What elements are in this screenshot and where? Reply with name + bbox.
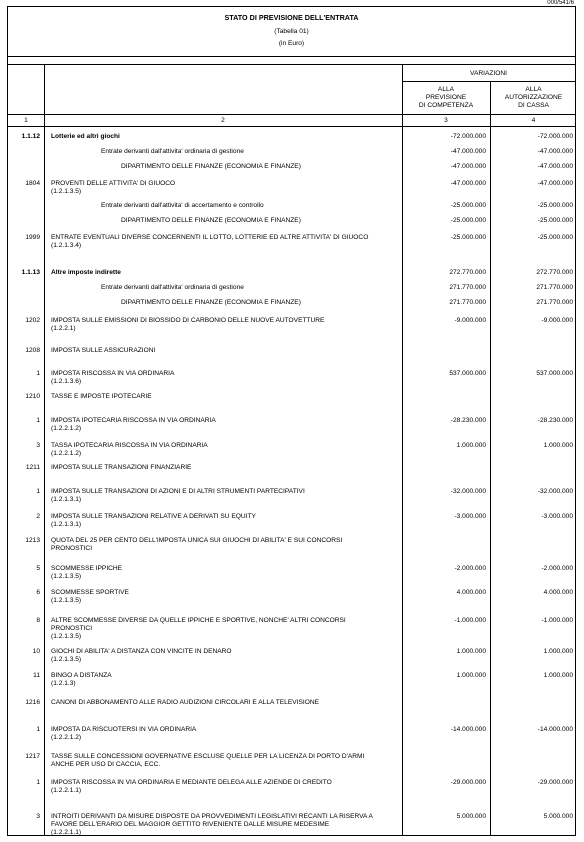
row-competenza-value: -25.000.000 <box>450 217 486 224</box>
row-code: 1208 <box>25 347 40 354</box>
row-code: 1804 <box>25 180 40 187</box>
table-row <box>8 417 575 431</box>
table-row <box>8 442 575 456</box>
table-row <box>8 299 575 313</box>
row-cassa-value: 5.000.000 <box>543 813 573 820</box>
row-cassa-value: 1.000.000 <box>543 672 573 679</box>
table-row <box>8 726 575 740</box>
row-classification: (1.2.1.3.1) <box>51 521 82 528</box>
row-description-text: TASSE SULLE CONCESSIONI GOVERNATIVE ESCLUSE QUELLE PER LA LICENZA DI PORTO D'ARMI ANCHE PER USO DI CACCIA, ECC. <box>51 753 365 768</box>
row-description-text: Altre imposte indirette <box>51 269 121 276</box>
row-cassa-value: -47.000.000 <box>537 163 573 170</box>
title-block <box>8 7 575 57</box>
table-row <box>8 779 575 793</box>
row-code: 1 <box>36 417 40 424</box>
row-description-text: SCOMMESSE IPPICHE <box>51 565 123 572</box>
row-competenza-value: 1.000.000 <box>456 648 486 655</box>
row-description-text: IMPOSTA RISCOSSA IN VIA ORDINARIA E MEDIANTE DELEGA ALLE AZIENDE DI CREDITO <box>51 779 332 786</box>
row-cassa-value: -32.000.000 <box>537 488 573 495</box>
column-header <box>8 65 575 115</box>
row-code: 1202 <box>25 317 40 324</box>
page-id: 000/541/6 <box>547 0 574 6</box>
row-cassa-value: 1.000.000 <box>543 648 573 655</box>
col1-line: DI COMPETENZA <box>418 102 474 109</box>
table-row <box>8 589 575 603</box>
row-description-text: IMPOSTA SULLE TRANSAZIONI RELATIVE A DERIVATI SU EQUITY <box>51 513 256 520</box>
row-cassa-value: -3.000.000 <box>541 513 573 520</box>
table-row <box>8 370 575 384</box>
variazioni-header: VARIAZIONI <box>402 65 575 82</box>
row-description-text: GIOCHI DI ABILITA' A DISTANZA CON VINCITE IN DENARO <box>51 648 232 655</box>
table-row <box>8 284 575 298</box>
row-description <box>51 234 381 250</box>
row-description <box>51 753 381 769</box>
row-code: 1.1.12 <box>21 133 40 140</box>
row-description-text: Lotterie ed altri giochi <box>51 133 120 140</box>
row-description <box>51 672 381 688</box>
row-description <box>51 565 381 581</box>
header-gap <box>8 57 575 65</box>
budget-table <box>7 6 576 836</box>
table-row <box>8 488 575 502</box>
row-description <box>51 217 381 225</box>
row-cassa-value: 271.770.000 <box>536 299 573 306</box>
row-description <box>51 464 381 472</box>
row-classification: (1.2.2.1.2) <box>51 425 82 432</box>
row-classification: (1.2.2.1.1) <box>51 829 82 836</box>
row-description <box>51 393 381 401</box>
row-code: 11 <box>33 672 40 679</box>
row-code: 1 <box>36 779 40 786</box>
row-code: 1999 <box>25 234 40 241</box>
table-row <box>8 163 575 177</box>
row-description <box>51 417 381 433</box>
col-number: 3 <box>444 117 448 124</box>
table-row <box>8 753 575 767</box>
col-number: 1 <box>24 117 28 124</box>
row-cassa-value: 1.000.000 <box>543 442 573 449</box>
row-cassa-value: -1.000.000 <box>541 617 573 624</box>
row-competenza-value: 4.000.000 <box>456 589 486 596</box>
row-description-text: QUOTA DEL 25 PER CENTO DELL'IMPOSTA UNICA SUI GIUOCHI DI ABILITA' E SUI CONCORSI PRONOSTICI <box>51 537 343 552</box>
row-competenza-value: 1.000.000 <box>456 442 486 449</box>
row-description <box>51 589 381 605</box>
row-classification: (1.2.2.1.2) <box>51 734 82 741</box>
row-cassa-value: -47.000.000 <box>537 148 573 155</box>
row-classification: (1.2.1.3.5) <box>51 188 82 195</box>
row-code: 1213 <box>25 537 40 544</box>
table-row <box>8 464 575 478</box>
row-description <box>51 133 381 141</box>
table-row <box>8 202 575 216</box>
row-description-text: IMPOSTA RISCOSSA IN VIA ORDINARIA <box>51 370 175 377</box>
table-row <box>8 317 575 331</box>
row-competenza-value: -14.000.000 <box>450 726 486 733</box>
row-cassa-value: 537.000.000 <box>536 370 573 377</box>
row-competenza-value: 272.770.000 <box>449 269 486 276</box>
row-competenza-value: -25.000.000 <box>450 234 486 241</box>
row-description <box>51 202 381 210</box>
row-description-text: DIPARTIMENTO DELLE FINANZE (ECONOMIA E FINANZE) <box>121 163 301 170</box>
table-row <box>8 269 575 283</box>
row-description-text: ENTRATE EVENTUALI DIVERSE CONCERNENTI IL LOTTO, LOTTERIE ED ALTRE ATTIVITA' DI GIUOCO <box>51 234 369 241</box>
row-description <box>51 180 381 196</box>
row-competenza-value: -47.000.000 <box>450 148 486 155</box>
row-code: 2 <box>36 513 40 520</box>
col2-line: DI CASSA <box>518 102 549 109</box>
row-cassa-value: 4.000.000 <box>543 589 573 596</box>
col2-line: ALLA <box>525 86 542 93</box>
row-description-text: IMPOSTA SULLE ASSICURAZIONI <box>51 347 156 354</box>
table-row <box>8 148 575 162</box>
row-description-text: IMPOSTA SULLE EMISSIONI DI BIOSSIDO DI CARBONIO DELLE NUOVE AUTOVETTURE <box>51 317 325 324</box>
table-row <box>8 699 575 713</box>
row-description-text: TASSE E IMPOSTE IPOTECARIE <box>51 393 152 400</box>
row-description-text: Entrate derivanti dall'attivita' di accertamento e controllo <box>101 202 264 209</box>
row-competenza-value: -2.000.000 <box>454 565 486 572</box>
row-description <box>51 317 381 333</box>
row-classification: (1.2.1.3.6) <box>51 378 82 385</box>
table-row <box>8 813 575 836</box>
row-description-text: IMPOSTA DA RISCUOTERSI IN VIA ORDINARIA <box>51 726 197 733</box>
row-description <box>51 370 381 386</box>
row-code: 1217 <box>25 753 40 760</box>
row-code: 3 <box>36 813 40 820</box>
column-numbers <box>8 115 575 127</box>
row-competenza-value: 537.000.000 <box>449 370 486 377</box>
row-cassa-value: -29.000.000 <box>537 779 573 786</box>
row-classification: (1.2.1.3.5) <box>51 573 82 580</box>
table-row <box>8 648 575 662</box>
row-description <box>51 813 381 837</box>
row-cassa-value: -28.230.000 <box>537 417 573 424</box>
row-cassa-value: -72.000.000 <box>537 133 573 140</box>
col-number: 4 <box>531 117 536 124</box>
row-competenza-value: -47.000.000 <box>450 163 486 170</box>
row-description <box>51 163 381 171</box>
table-number: (Tabella 01) <box>274 28 309 35</box>
row-classification: (1.2.1.3.4) <box>51 242 82 249</box>
table-row <box>8 393 575 407</box>
table-body <box>8 127 575 835</box>
row-classification: (1.2.2.1) <box>51 325 76 332</box>
row-competenza-value: -72.000.000 <box>450 133 486 140</box>
row-competenza-value: -28.230.000 <box>450 417 486 424</box>
table-row <box>8 234 575 248</box>
row-description <box>51 442 381 458</box>
row-competenza-value: 5.000.000 <box>456 813 486 820</box>
row-description-text: PROVENTI DELLE ATTIVITA' DI GIUOCO <box>51 180 176 187</box>
row-description-text: IMPOSTA SULLE TRANSAZIONI DI AZIONI E DI ALTRI STRUMENTI PARTECIPATIVI <box>51 488 305 495</box>
row-code: 1210 <box>25 393 40 400</box>
row-description-text: DIPARTIMENTO DELLE FINANZE (ECONOMIA E FINANZE) <box>121 217 301 224</box>
table-row <box>8 180 575 194</box>
col2-line: AUTORIZZAZIONE <box>504 94 563 101</box>
table-row <box>8 133 575 147</box>
row-classification: (1.2.1.3) <box>51 680 76 687</box>
row-description-text: TASSA IPOTECARIA RISCOSSA IN VIA ORDINARIA <box>51 442 208 449</box>
row-competenza-value: -1.000.000 <box>454 617 486 624</box>
document-title: STATO DI PREVISIONE DELL'ENTRATA <box>224 13 359 22</box>
row-code: 1 <box>36 488 40 495</box>
row-competenza-value: -25.000.000 <box>450 202 486 209</box>
row-cassa-value: -47.000.000 <box>537 180 573 187</box>
row-competenza-value: 271.770.000 <box>449 284 486 291</box>
row-description-text: DIPARTIMENTO DELLE FINANZE (ECONOMIA E FINANZE) <box>121 299 301 306</box>
row-competenza-value: -47.000.000 <box>450 180 486 187</box>
row-classification: (1.2.2.1.1) <box>51 787 82 794</box>
col-competenza-header <box>402 86 490 110</box>
row-description <box>51 513 381 529</box>
row-code: 10 <box>32 648 40 655</box>
row-cassa-value: -9.000.000 <box>541 317 573 324</box>
row-cassa-value: -25.000.000 <box>537 202 573 209</box>
row-description <box>51 299 381 307</box>
row-classification: (1.2.1.3.5) <box>51 633 82 640</box>
row-competenza-value: -32.000.000 <box>450 488 486 495</box>
table-row <box>8 617 575 640</box>
col1-line: ALLA <box>437 86 455 93</box>
row-description-text: Entrate derivanti dall'attivita' ordinaria di gestione <box>101 284 244 291</box>
row-description <box>51 284 381 292</box>
row-code: 8 <box>36 617 40 624</box>
row-code: 1216 <box>25 699 40 706</box>
row-description <box>51 269 381 277</box>
row-description <box>51 726 381 742</box>
table-row <box>8 537 575 551</box>
row-description <box>51 648 381 664</box>
row-description <box>51 537 381 553</box>
row-description-text: Entrate derivanti dall'attivita' ordinaria di gestione <box>101 148 244 155</box>
table-row <box>8 217 575 231</box>
row-code: 1.1.13 <box>21 269 40 276</box>
row-competenza-value: 271.770.000 <box>449 299 486 306</box>
row-description-text: ALTRE SCOMMESSE DIVERSE DA QUELLE IPPICHE E SPORTIVE, NONCHE' ALTRI CONCORSI PRONOSTICI <box>51 617 346 632</box>
table-row <box>8 513 575 527</box>
row-code: 3 <box>36 442 40 449</box>
row-classification: (1.2.2.1.2) <box>51 450 82 457</box>
row-description <box>51 617 381 641</box>
row-code: 1 <box>36 726 40 733</box>
row-competenza-value: -9.000.000 <box>454 317 486 324</box>
row-description-text: CANONI DI ABBONAMENTO ALLE RADIO AUDIZIONI CIRCOLARI E ALLA TELEVISIONE <box>51 699 319 706</box>
row-classification: (1.2.1.3.1) <box>51 496 82 503</box>
table-row <box>8 347 575 361</box>
row-cassa-value: -25.000.000 <box>537 217 573 224</box>
row-cassa-value: 272.770.000 <box>536 269 573 276</box>
row-code: 1211 <box>25 464 40 471</box>
row-description-text: IMPOSTA IPOTECARIA RISCOSSA IN VIA ORDINARIA <box>51 417 216 424</box>
row-description <box>51 488 381 504</box>
row-description <box>51 347 381 355</box>
row-code: 5 <box>36 565 40 572</box>
col-number: 2 <box>221 117 225 124</box>
row-code: 1 <box>36 370 40 377</box>
row-description-text: IMPOSTA SULLE TRANSAZIONI FINANZIARIE <box>51 464 192 471</box>
row-competenza-value: -29.000.000 <box>450 779 486 786</box>
row-classification: (1.2.1.3.5) <box>51 597 82 604</box>
row-description-text: SCOMMESSE SPORTIVE <box>51 589 129 596</box>
col1-line: PREVISIONE <box>425 94 467 101</box>
row-description <box>51 779 381 795</box>
unit-label: (in Euro) <box>278 40 305 47</box>
row-description-text: INTROITI DERIVANTI DA MISURE DISPOSTE DA PROVVEDIMENTI LEGISLATIVI RECANTI LA RISERVA A FAVORE DELL'ERARIO DEL MAGGIOR GETTITO RIVENIENTE DALLE MISURE MEDESIME <box>51 813 373 828</box>
col-cassa-header <box>490 86 577 110</box>
row-classification: (1.2.1.3.5) <box>51 656 82 663</box>
row-description <box>51 148 381 156</box>
row-cassa-value: -25.000.000 <box>537 234 573 241</box>
table-row <box>8 565 575 579</box>
row-code: 6 <box>36 589 40 596</box>
row-description <box>51 699 381 707</box>
row-description-text: BINGO A DISTANZA <box>51 672 112 679</box>
row-cassa-value: 271.770.000 <box>536 284 573 291</box>
row-competenza-value: -3.000.000 <box>454 513 486 520</box>
table-row <box>8 672 575 686</box>
row-cassa-value: -14.000.000 <box>537 726 573 733</box>
row-competenza-value: 1.000.000 <box>456 672 486 679</box>
row-cassa-value: -2.000.000 <box>541 565 573 572</box>
